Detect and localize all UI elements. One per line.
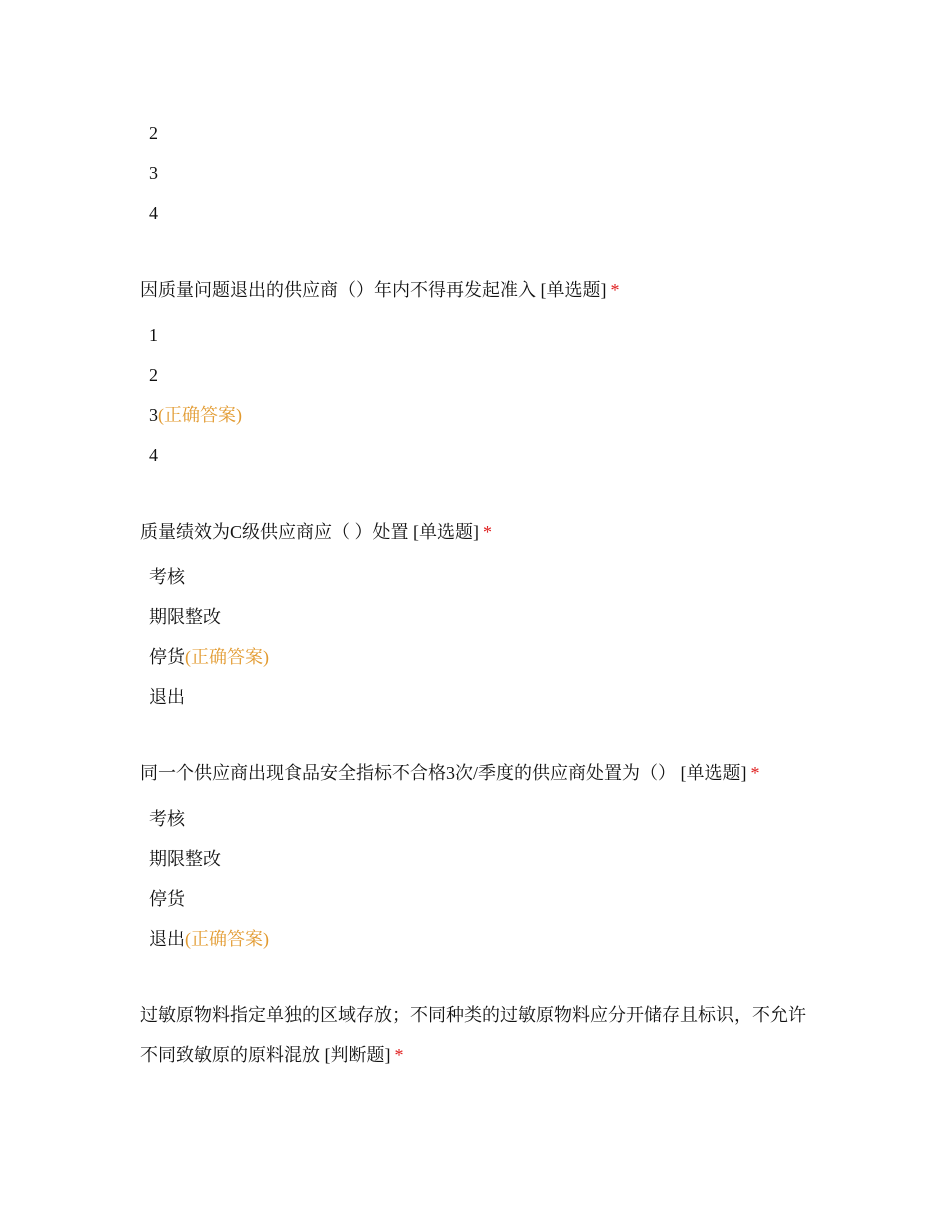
- option-item: [149, 323, 158, 347]
- option-item: [149, 927, 269, 951]
- option-item: [149, 807, 185, 831]
- question-title: [140, 995, 815, 1075]
- option-item: [149, 161, 158, 185]
- question-type: [单选题]: [540, 280, 607, 300]
- option-item: [149, 121, 158, 145]
- option-item: [149, 443, 158, 467]
- question-text: 质量绩效为C级供应商应（ ）处置: [140, 522, 409, 542]
- option-label: 3: [149, 405, 158, 425]
- required-mark: *: [483, 522, 493, 542]
- option-label: 退出: [149, 687, 185, 707]
- correct-answer-tag: (正确答案): [158, 405, 242, 425]
- option-label: 3: [149, 163, 158, 183]
- option-label: 期限整改: [149, 607, 221, 627]
- option-item: [149, 565, 185, 589]
- question-text: 因质量问题退出的供应商（）年内不得再发起准入: [140, 280, 536, 300]
- question-title: [140, 512, 820, 552]
- required-mark: *: [394, 1045, 404, 1065]
- required-mark: *: [750, 763, 760, 783]
- option-item: [149, 847, 221, 871]
- option-label: 1: [149, 325, 158, 345]
- option-label: 4: [149, 445, 158, 465]
- option-label: 2: [149, 365, 158, 385]
- question-text: 同一个供应商出现食品安全指标不合格3次/季度的供应商处置为（）: [140, 763, 681, 783]
- question-type: [单选题]: [413, 522, 480, 542]
- option-label: 停货: [149, 889, 185, 909]
- question-title: [140, 753, 820, 793]
- option-item: [149, 605, 221, 629]
- option-item: [149, 887, 185, 911]
- option-label: 考核: [149, 567, 185, 587]
- question-type: [判断题]: [324, 1045, 391, 1065]
- option-item: [149, 403, 242, 427]
- required-mark: *: [610, 280, 620, 300]
- option-item: [149, 363, 158, 387]
- question-title: [140, 270, 820, 310]
- option-label: 退出: [149, 929, 185, 949]
- option-item: [149, 645, 269, 669]
- option-label: 4: [149, 203, 158, 223]
- option-item: [149, 685, 185, 709]
- question-type: [单选题]: [680, 763, 747, 783]
- option-label: 停货: [149, 647, 185, 667]
- option-label: 2: [149, 123, 158, 143]
- correct-answer-tag: (正确答案): [185, 929, 269, 949]
- correct-answer-tag: (正确答案): [185, 647, 269, 667]
- question-text: 过敏原物料指定单独的区域存放；不同种类的过敏原物料应分开储存且标识，不允许不同致敏原的原料混放: [140, 1005, 806, 1065]
- option-label: 考核: [149, 809, 185, 829]
- option-label: 期限整改: [149, 849, 221, 869]
- option-item: [149, 201, 158, 225]
